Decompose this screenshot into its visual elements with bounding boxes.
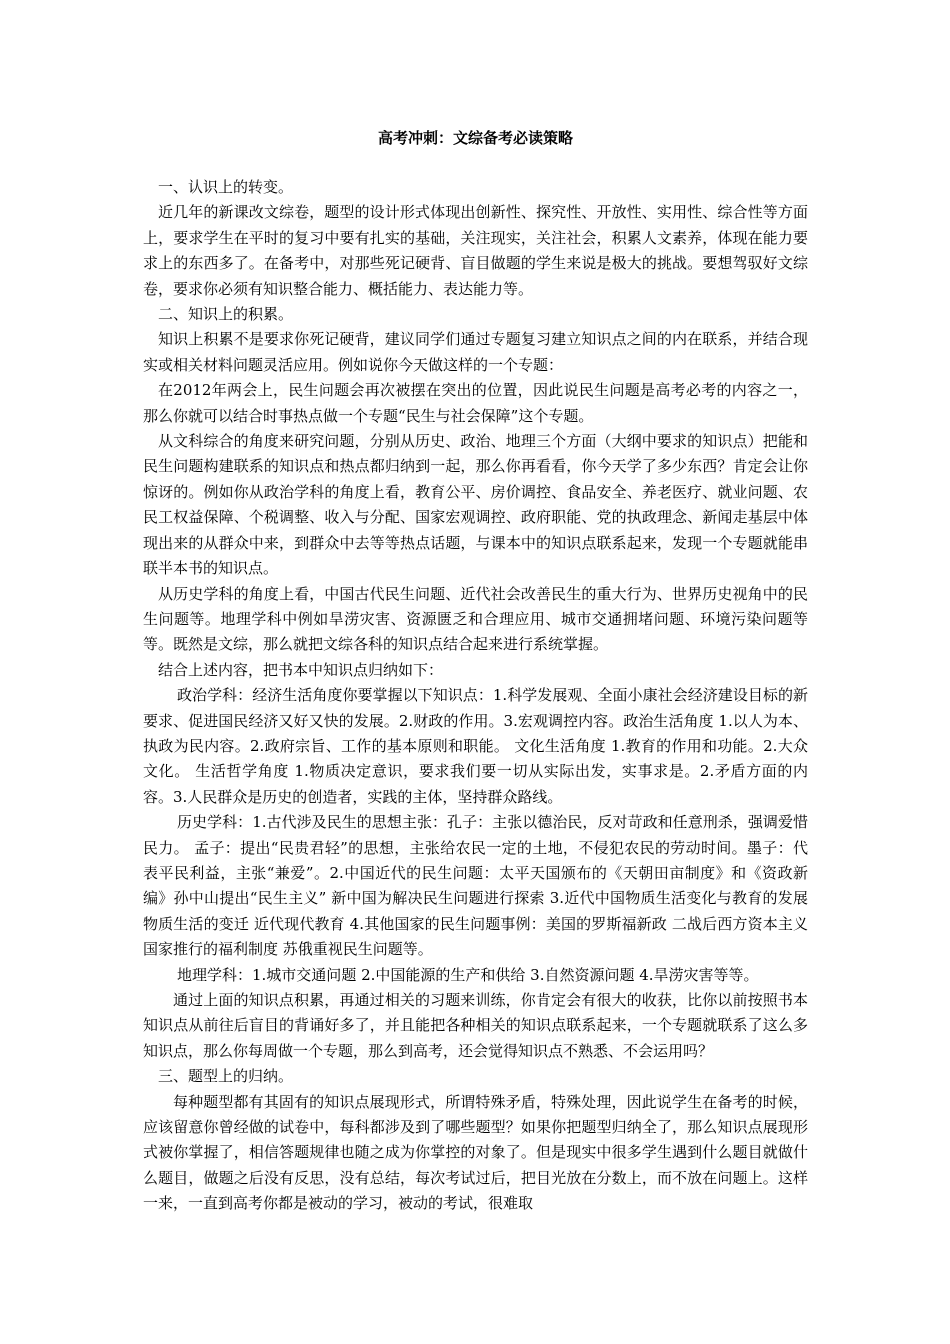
paragraph: 结合上述内容，把书本中知识点归纳如下： (158, 660, 444, 679)
document-page (143, 125, 808, 1217)
paragraph: 每种题型都有其固有的知识点展现形式，所谓特殊矛盾，特殊处理，因此说学生在备考的时候，应该留意你曾经做的试卷中，每科都涉及到了哪些题型？如果你把题型归纳全了，那么知识点展现形式被你掌握了，相信答题规律也随之成为你掌控的对象了。但是现实中很多学生遇到什么题目就做什么题目，做题之后没有反思，没有总结，每次考试过后，把目光放在分数上，而不放在问题上。这样一来，一直到高考你都是被动的学习，被动的考试，很难取 (143, 1092, 808, 1213)
section-heading-3: 三、题型上的归纳。 (158, 1067, 294, 1086)
paragraph-politics: 政治学科：经济生活角度你要掌握以下知识点：1.科学发展观、全面小康社会经济建设目标的新要求、促进国民经济又好又快的发展。2.财政的作用。3.宏观调控内容。政治生活角度 1.以人为本、执政为民内容。2.政府宗旨、工作的基本原则和职能。 文化生活角度 1.教育的作用和功能。2.大众文化。 生活哲学角度 1.物质决定意识，要求我们要一切从实际出发，实事求是。2.矛盾方面的内容。3.人民群众是历史的创造者，实践的主体，坚持群众路线。 (143, 686, 808, 806)
paragraph: 通过上面的知识点积累，再通过相关的习题来训练，你肯定会有很大的收获，比你以前按照书本知识点从前往后盲目的背诵好多了，并且能把各种相关的知识点联系起来，一个专题就联系了这么多知识点，那么你每周做一个专题，那么到高考，还会觉得知识点不熟悉、不会运用吗？ (143, 991, 808, 1060)
paragraph: 在2012年两会上，民生问题会再次被摆在突出的位置，因此说民生问题是高考必考的内容之一，那么你就可以结合时事热点做一个专题“民生与社会保障”这个专题。 (143, 381, 808, 425)
paragraph-history: 历史学科：1.古代涉及民生的思想主张：孔子：主张以德治民，反对苛政和任意刑杀，强调爱惜民力。 孟子：提出“民贵君轻”的思想，主张给农民一定的土地，不侵犯农民的劳动时间。墨子：代表平民利益，主张“兼爱”。2.中国近代的民生问题：太平天国颁布的《天朝田亩制度》和《资政新编》孙中山提出“民生主义” 新中国为解决民生问题进行探索 3.近代中国物质生活变化与教育的发展 物质生活的变迁 近代现代教育 4.其他国家的民生问题事例：美国的罗斯福新政 二战后西方资本主义国家推行的福利制度 苏俄重视民生问题等。 (143, 813, 808, 959)
section-heading-2: 二、知识上的积累。 (158, 305, 294, 324)
section-heading-1: 一、认识上的转变。 (158, 178, 294, 196)
paragraph: 从文科综合的角度来研究问题，分别从历史、政治、地理三个方面（大纲中要求的知识点）把能和民生问题构建联系的知识点和热点都归纳到一起，那么你再看看，你今天学了多少东西？肯定会让你惊讶的。例如你从政治学科的角度上看，教育公平、房价调控、食品安全、养老医疗、就业问题、农民工权益保障、个税调整、收入与分配、国家宏观调控、政府职能、党的执政理念、新闻走基层中体现出来的从群众中来，到群众中去等等热点话题，与课本中的知识点联系起来，发现一个专题就能串联半本书的知识点。 (143, 432, 808, 578)
paragraph: 知识上积累不是要求你死记硬背，建议同学们通过专题复习建立知识点之间的内在联系，并结合现实或相关材料问题灵活应用。例如说你今天做这样的一个专题： (143, 330, 808, 374)
document-title: 高考冲刺：文综备考必读策略 (377, 129, 573, 147)
paragraph: 近几年的新课改文综卷，题型的设计形式体现出创新性、探究性、开放性、实用性、综合性等方面上，要求学生在平时的复习中要有扎实的基础，关注现实，关注社会，积累人文素养，体现在能力要求上的东西多了。在备考中，对那些死记硬背、盲目做题的学生来说是极大的挑战。要想驾驭好文综卷，要求你必须有知识整合能力、概括能力、表达能力等。 (143, 203, 808, 298)
paragraph-geography: 地理学科：1.城市交通问题 2.中国能源的生产和供给 3.自然资源问题 4.旱涝灾害等等。 (177, 965, 759, 984)
paragraph: 从历史学科的角度上看，中国古代民生问题、近代社会改善民生的重大行为、世界历史视角中的民生问题等。地理学科中例如旱涝灾害、资源匮乏和合理应用、城市交通拥堵问题、环境污染问题等等。既然是文综，那么就把文综各科的知识点结合起来进行系统掌握。 (143, 584, 808, 654)
